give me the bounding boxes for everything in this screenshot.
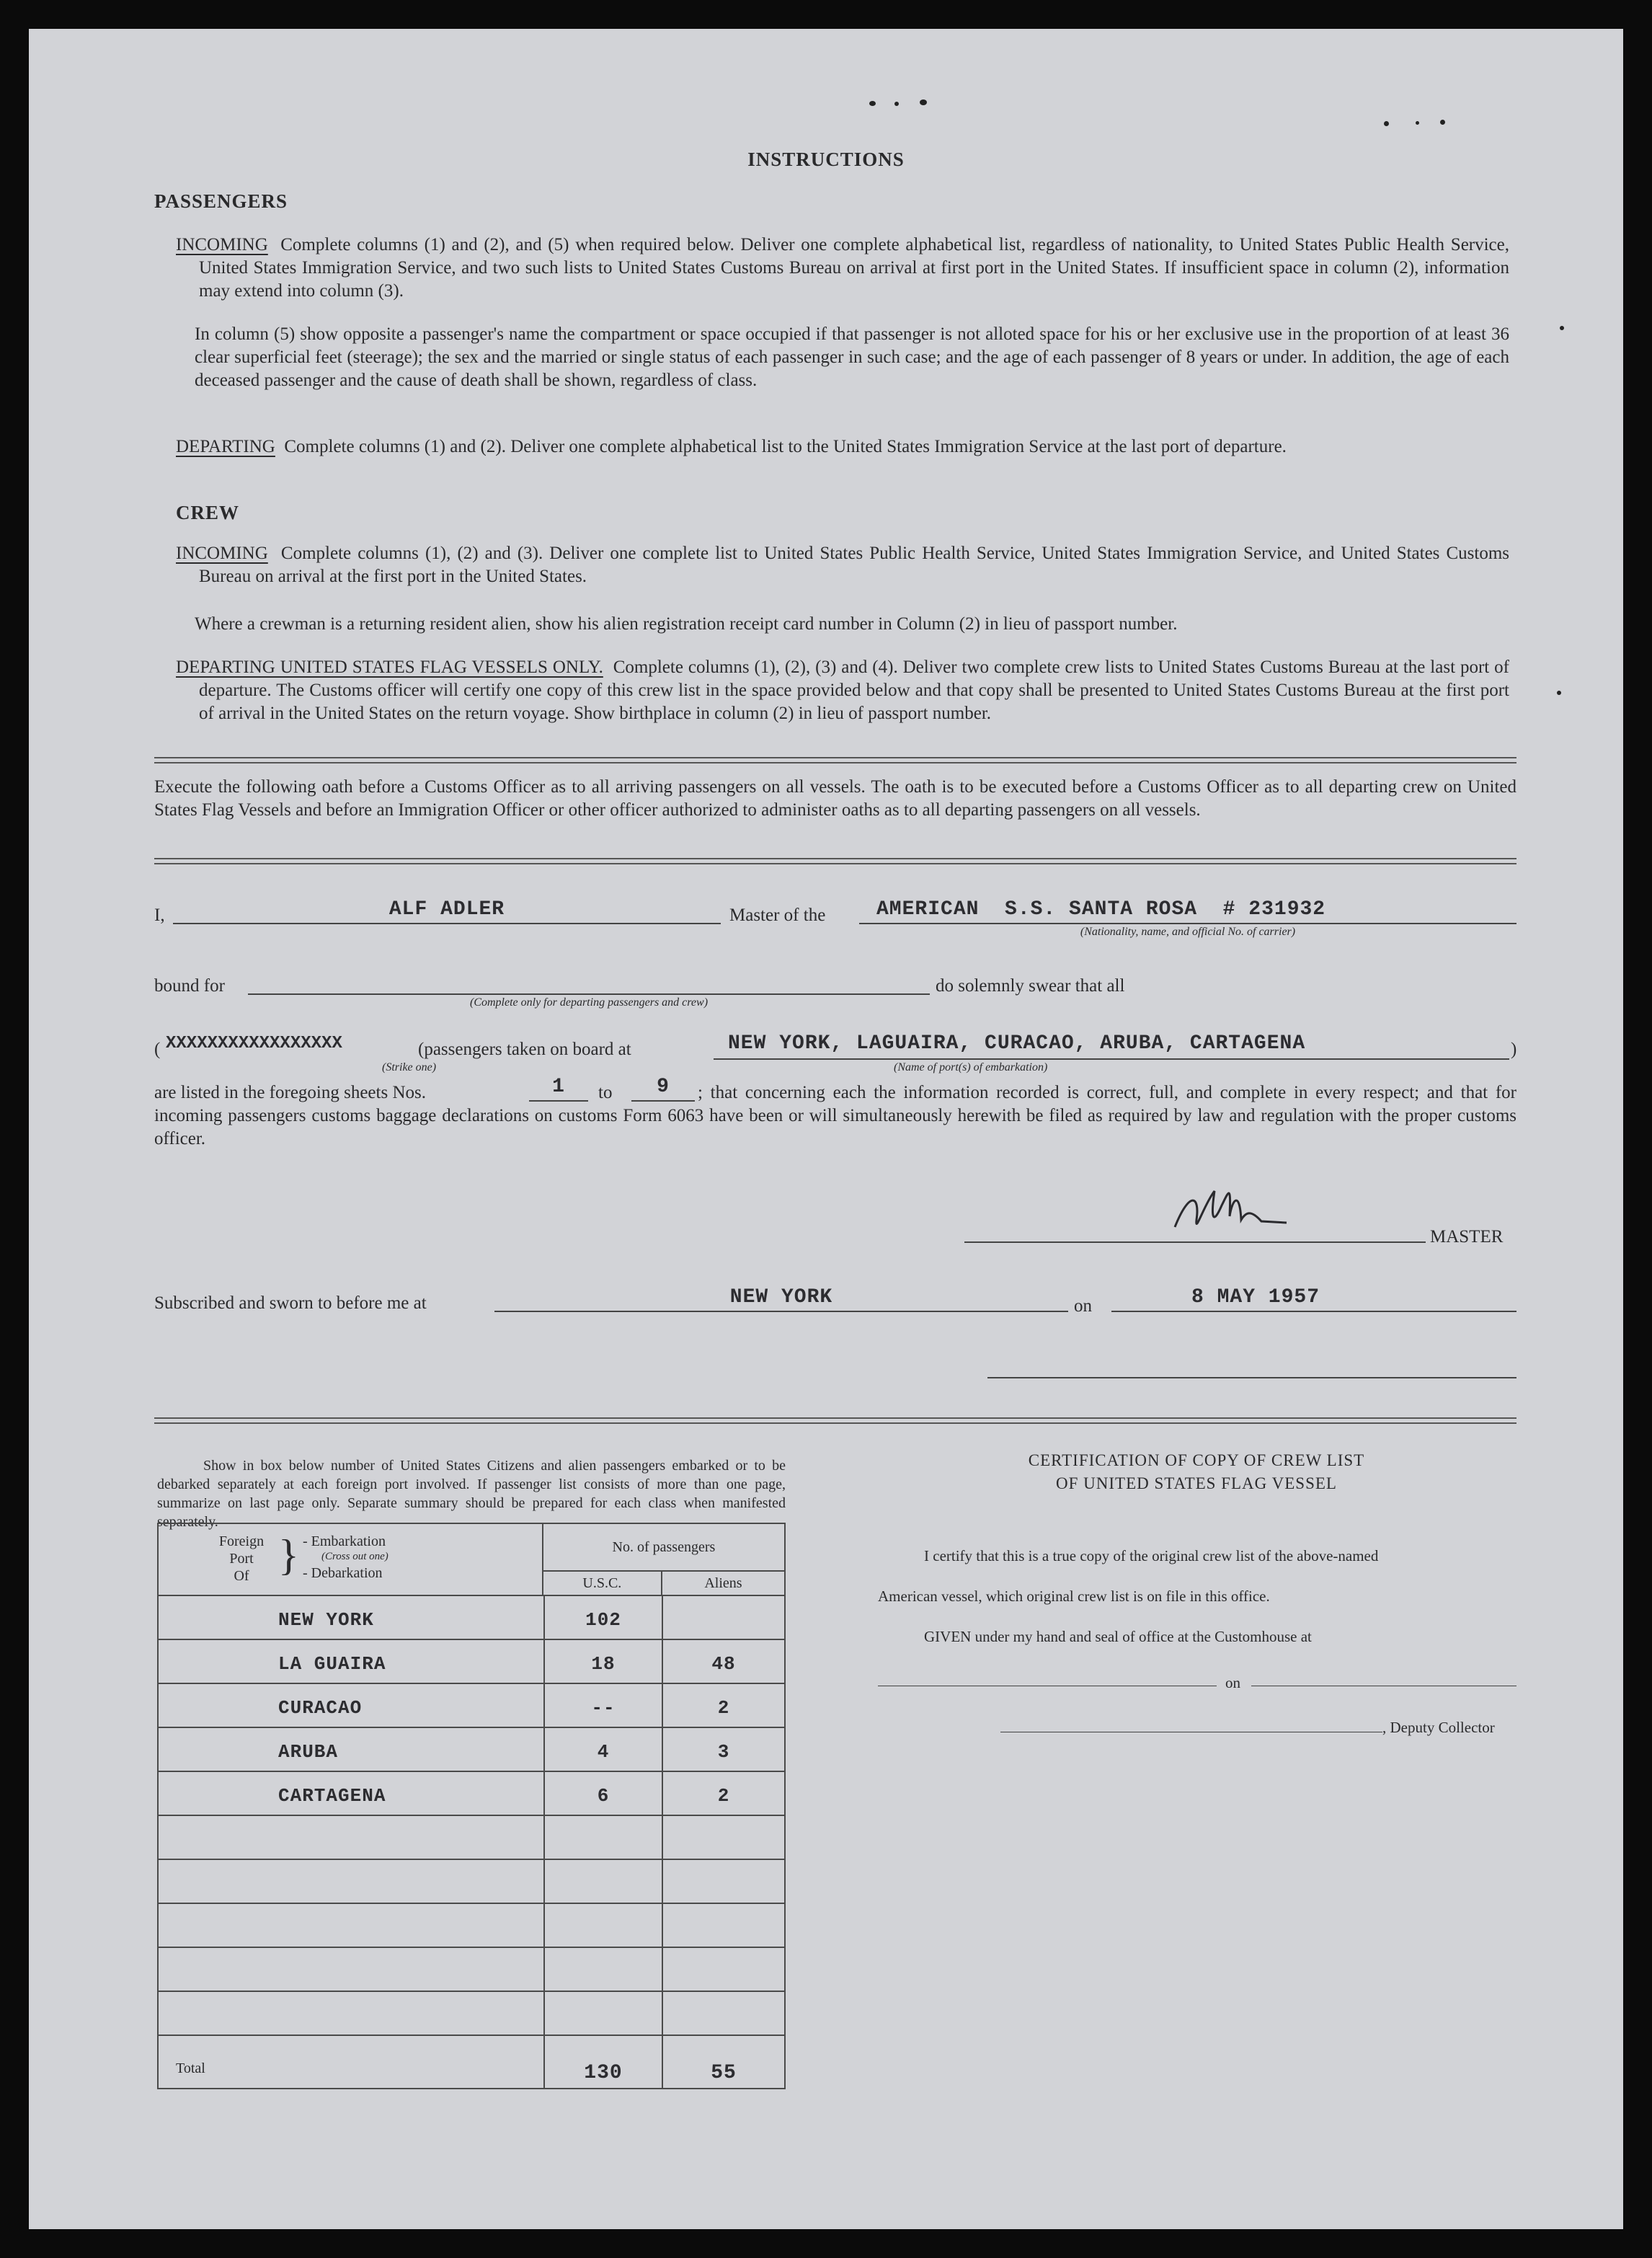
total-label: Total xyxy=(159,2036,545,2088)
table-row xyxy=(157,1860,786,1904)
usc-cell xyxy=(545,1904,663,1947)
aliens-cell: 2 xyxy=(717,1697,730,1719)
bound-for-caption: (Complete only for departing passengers and crew) xyxy=(469,996,709,1009)
port-cell: CURACAO xyxy=(159,1684,545,1727)
sheet-from: 1 xyxy=(552,1076,565,1098)
bound-for-label: bound for xyxy=(154,976,225,996)
usc-cell: 6 xyxy=(545,1772,663,1815)
aliens-cell xyxy=(663,1992,784,2035)
ports-embarked: NEW YORK, LAGUAIRA, CURACAO, ARUBA, CARTAGENA xyxy=(728,1032,1306,1055)
total-aliens: 55 xyxy=(711,2062,737,2084)
certification-line2: American vessel, which original crew list is on file in this office. xyxy=(878,1588,1270,1605)
aliens-cell xyxy=(663,1948,784,1991)
crew-heading: CREW xyxy=(176,502,240,523)
certification-line3: GIVEN under my hand and seal of office at the Customhouse at xyxy=(924,1628,1312,1645)
usc-cell xyxy=(545,1860,663,1903)
sheet-to: 9 xyxy=(657,1076,670,1098)
listed-rest: ; that concerning each the information recorded is correct, full, and complete in every respect; and that for incoming passengers customs baggage declarations on customs Form 6063 have been or will simultaneously herewith be filed as required by law and regulation with the proper customs officer. xyxy=(154,1083,1516,1148)
officer-signature-line xyxy=(987,1377,1516,1378)
aliens-cell xyxy=(663,1904,784,1947)
sworn-place-line xyxy=(494,1311,1068,1312)
summary-instructions: Show in box below number of United States Citizens and alien passengers embarked or to be debarked separately at each foreign port involved. If passenger list consists of more than one page, summarize on last page only. Separate summary should be prepared for each class when manifested separately. xyxy=(157,1458,786,1530)
vessel-line xyxy=(859,923,1516,924)
incoming-text: Complete columns (1) and (2), and (5) when required below. Deliver one complete alphabetical list, regardless of nationality, to United States Public Health Service, United States Immigration Service, and two such lists to United States Customs Bureau on arrival at first port in the United States. If insufficient space in column (2), information may extend into column (3). xyxy=(199,235,1510,301)
passengers-incoming-paragraph xyxy=(176,234,1509,303)
sworn-date: 8 MAY 1957 xyxy=(1191,1286,1320,1309)
master-signature-line xyxy=(964,1241,1426,1243)
table-row xyxy=(157,1992,786,2036)
embarkation-label: - Embarkation xyxy=(303,1533,386,1549)
oath-intro: Execute the following oath before a Customs Officer as to all arriving passengers on all vessels. The oath is to be executed before a Customs Officer as to all departing crew on United States Flag Vessels and before an Immigration Officer or other officer authorized to administer oaths as to all departing passengers on all vessels. xyxy=(154,777,1516,820)
master-signature xyxy=(1160,1177,1297,1241)
summary-rows xyxy=(157,1596,786,2089)
vessel-caption: (Nationality, name, and official No. of carrier) xyxy=(1080,926,1296,938)
certification-title-line2: OF UNITED STATES FLAG VESSEL xyxy=(1056,1474,1337,1492)
port-cell: ARUBA xyxy=(159,1728,545,1771)
master-name: ALF ADLER xyxy=(388,898,505,921)
aliens-cell: 2 xyxy=(717,1785,730,1807)
port-cell: NEW YORK xyxy=(159,1596,545,1639)
column5-paragraph: In column (5) show opposite a passenger's name the compartment or space occupied if that passenger is not alloted space for his or her exclusive use in the proportion of at least 36 clear superficial feet (steerage); the sex and the married or single status of each passenger in such case; and the age of each passenger of 8 years or under. In addition, the age of each deceased passenger and the cause of death shall be shown, regardless of class. xyxy=(195,324,1509,390)
table-row xyxy=(157,1596,786,1640)
passengers-heading: PASSENGERS xyxy=(154,190,288,212)
dust-speck xyxy=(869,101,876,106)
dust-speck xyxy=(1416,121,1419,125)
crew-incoming-text: Complete columns (1), (2) and (3). Deliver one complete list to United States Public Health Service, United States Immigration Service, and United States Customs Bureau on arrival at the first port in the United States. xyxy=(199,544,1509,586)
port-cell xyxy=(159,1816,545,1859)
close-paren: ) xyxy=(1511,1040,1517,1059)
dust-speck xyxy=(1384,121,1389,126)
certification-line1: I certify that this is a true copy of the original crew list of the above-named xyxy=(924,1547,1379,1564)
dust-speck xyxy=(1440,120,1445,125)
oath-i-label: I, xyxy=(154,906,165,925)
crew-incoming-label: INCOMING xyxy=(176,544,268,563)
crew-departing-label: DEPARTING UNITED STATES FLAG VESSELS ONLY. xyxy=(176,658,603,677)
port-cell xyxy=(159,1948,545,1991)
port-header-cell xyxy=(158,1523,543,1595)
table-row xyxy=(157,1640,786,1684)
dust-speck xyxy=(920,99,927,105)
aliens-cell xyxy=(663,1860,784,1903)
port-cell xyxy=(159,1904,545,1947)
master-name-line xyxy=(173,923,721,924)
usc-cell xyxy=(545,1948,663,1991)
section-divider xyxy=(154,757,1516,763)
table-row xyxy=(157,1948,786,1992)
port-cell xyxy=(159,1992,545,2035)
usc-cell xyxy=(545,1816,663,1859)
port-cell: LA GUAIRA xyxy=(159,1640,545,1683)
dust-speck xyxy=(1557,691,1561,695)
certification-title-line1: CERTIFICATION OF COPY OF CREW LIST xyxy=(1028,1451,1365,1469)
vessel-name: AMERICAN S.S. SANTA ROSA # 231932 xyxy=(876,898,1326,921)
master-label: MASTER xyxy=(1430,1227,1504,1247)
swear-text: do solemnly swear that all xyxy=(936,976,1125,996)
section-divider xyxy=(154,1417,1516,1424)
crew-departing-text: Complete columns (1), (2), (3) and (4). Deliver two complete crew lists to United States Customs Bureau at the last port of departure. The Customs officer will certify one copy of this crew list in the space provided below and that copy shall be presented to United States Customs Bureau at the first port of arrival in the United States on the return voyage. Show birthplace in column (2) in lieu of passport number. xyxy=(199,658,1509,723)
on-label: on xyxy=(1074,1296,1092,1316)
departing-text: Complete columns (1) and (2). Deliver one complete alphabetical list to the United States Immigration Service at the last port of departure. xyxy=(284,437,1287,456)
port-label: Port xyxy=(229,1551,254,1567)
port-cell: CARTAGENA xyxy=(159,1772,545,1815)
usc-cell: 102 xyxy=(545,1596,663,1639)
passengers-taken-text: (passengers taken on board at xyxy=(418,1040,631,1059)
passengers-departing-paragraph xyxy=(176,435,1509,459)
departing-label: DEPARTING xyxy=(176,437,275,456)
crew-incoming-paragraph xyxy=(176,542,1509,588)
aliens-cell: 48 xyxy=(711,1653,736,1675)
passenger-summary-table xyxy=(157,1523,786,1596)
port-cell xyxy=(159,1860,545,1903)
foreign-label: Foreign xyxy=(218,1533,265,1549)
ports-line xyxy=(714,1058,1509,1060)
usc-cell: 4 xyxy=(545,1728,663,1771)
master-of-label: Master of the xyxy=(729,906,826,925)
table-row xyxy=(157,1772,786,1816)
listed-text: are listed in the foregoing sheets Nos. xyxy=(154,1083,426,1102)
certification-title xyxy=(879,1449,1514,1495)
subscribed-label: Subscribed and sworn to before me at xyxy=(154,1293,427,1313)
crew-departing-paragraph xyxy=(176,656,1509,725)
bound-for-line xyxy=(248,993,930,995)
usc-cell: 18 xyxy=(545,1640,663,1683)
certification-on-label: on xyxy=(1225,1674,1240,1691)
sworn-date-line xyxy=(1111,1311,1516,1312)
brace-glyph: } xyxy=(278,1531,299,1579)
to-label: to xyxy=(598,1083,613,1102)
aliens-cell: 3 xyxy=(717,1741,730,1763)
table-row xyxy=(157,1728,786,1772)
num-passengers-header: No. of passengers xyxy=(543,1523,785,1571)
cross-out-label: (Cross out one) xyxy=(321,1551,388,1562)
section-divider xyxy=(154,858,1516,864)
instructions-title: INSTRUCTIONS xyxy=(747,149,905,170)
usc-header: U.S.C. xyxy=(543,1571,662,1595)
debarkation-label: - Debarkation xyxy=(303,1565,383,1581)
dust-speck xyxy=(894,102,899,106)
total-row xyxy=(157,2036,786,2089)
table-row xyxy=(157,1684,786,1728)
crew-resident-paragraph: Where a crewman is a returning resident alien, show his alien registration receipt card number in Column (2) in lieu of passport number. xyxy=(195,614,1178,634)
table-row xyxy=(157,1904,786,1948)
table-row xyxy=(157,1816,786,1860)
total-usc: 130 xyxy=(545,2036,663,2088)
usc-cell xyxy=(545,1992,663,2035)
ports-caption: (Name of port(s) of embarkation) xyxy=(894,1061,1048,1073)
aliens-cell xyxy=(663,1816,784,1859)
open-paren: ( xyxy=(154,1040,161,1059)
strike-caption: (Strike one) xyxy=(382,1061,437,1073)
dust-speck xyxy=(1560,326,1564,330)
deputy-collector-label: , Deputy Collector xyxy=(1382,1719,1495,1736)
foreign-port-of-label xyxy=(209,1533,274,1585)
aliens-header: Aliens xyxy=(662,1571,785,1595)
of-label: Of xyxy=(234,1568,249,1584)
document-page xyxy=(29,29,1623,2229)
usc-cell: -- xyxy=(545,1684,663,1727)
struck-crew-text: XXXXXXXXXXXXXXXXX xyxy=(166,1034,342,1053)
aliens-cell xyxy=(663,1596,784,1639)
incoming-label: INCOMING xyxy=(176,235,268,254)
sworn-place: NEW YORK xyxy=(729,1286,833,1309)
